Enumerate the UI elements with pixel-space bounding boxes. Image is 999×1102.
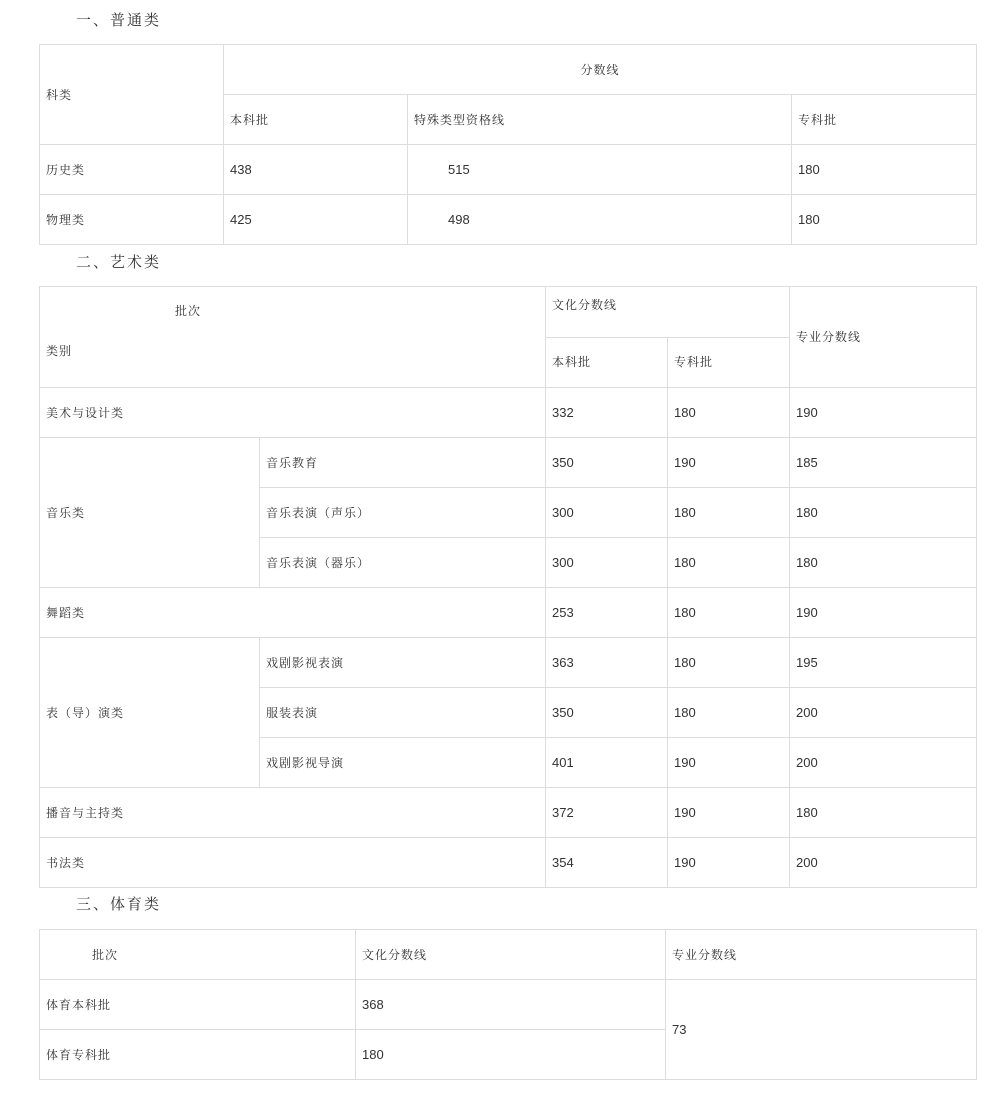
culture-score: 180: [356, 1030, 666, 1080]
header-subject: 科类: [40, 45, 224, 145]
major-score: 200: [790, 688, 977, 738]
major-score: 190: [790, 588, 977, 638]
subcategory-cell: 戏剧影视导演: [260, 738, 546, 788]
special-score: 498: [408, 195, 792, 245]
bk-score: 354: [546, 838, 668, 888]
sports-score-table: [39, 929, 977, 1080]
table-row: [40, 788, 977, 838]
header-major: 专业分数线: [790, 287, 977, 388]
header-culture: 文化分数线: [356, 930, 666, 980]
culture-score: 368: [356, 980, 666, 1030]
category-cell: 播音与主持类: [40, 788, 546, 838]
bk-score: 300: [546, 538, 668, 588]
subcategory-cell: 音乐表演（器乐）: [260, 538, 546, 588]
bk-score: 363: [546, 638, 668, 688]
special-score: 515: [408, 145, 792, 195]
zk-score: 180: [668, 488, 790, 538]
major-score: 195: [790, 638, 977, 688]
category-cell: 音乐类: [40, 438, 260, 588]
header-major: 专业分数线: [666, 930, 977, 980]
table-row: [40, 588, 977, 638]
header-special: 特殊类型资格线: [408, 95, 792, 145]
bk-score: 332: [546, 388, 668, 438]
table-row: [40, 838, 977, 888]
section3-title: 三、体育类: [76, 895, 162, 913]
major-score: 180: [790, 488, 977, 538]
bk-score: 425: [224, 195, 408, 245]
subcategory-cell: 戏剧影视表演: [260, 638, 546, 688]
table-row: [40, 980, 977, 1030]
art-score-table: [39, 286, 977, 888]
subcategory-cell: 服装表演: [260, 688, 546, 738]
subcategory-cell: 音乐表演（声乐）: [260, 488, 546, 538]
subject-cell: 物理类: [40, 195, 224, 245]
major-score: 200: [790, 838, 977, 888]
bk-score: 372: [546, 788, 668, 838]
major-score: 190: [790, 388, 977, 438]
table-row: [40, 145, 977, 195]
bk-score: 253: [546, 588, 668, 638]
bk-score: 350: [546, 688, 668, 738]
header-bk: 本科批: [224, 95, 408, 145]
zk-score: 180: [668, 538, 790, 588]
header-batch-category: [40, 287, 546, 388]
header-bk: 本科批: [546, 337, 668, 388]
bk-score: 401: [546, 738, 668, 788]
batch-cell: 体育专科批: [40, 1030, 356, 1080]
bk-score: 300: [546, 488, 668, 538]
header-batch: 批次: [40, 930, 356, 980]
category-cell: 书法类: [40, 838, 546, 888]
zk-score: 190: [668, 738, 790, 788]
zk-score: 180: [668, 638, 790, 688]
zk-score: 180: [668, 588, 790, 638]
section1-title: 一、普通类: [76, 11, 162, 29]
header-zk: 专科批: [792, 95, 977, 145]
major-score: 73: [666, 980, 977, 1080]
table-row: [40, 438, 977, 488]
general-score-table: [39, 44, 977, 245]
header-zk: 专科批: [668, 337, 790, 388]
zk-score: 180: [792, 145, 977, 195]
zk-score: 190: [668, 788, 790, 838]
category-cell: 表（导）演类: [40, 638, 260, 788]
zk-score: 190: [668, 838, 790, 888]
subcategory-cell: 音乐教育: [260, 438, 546, 488]
header-culture: 文化分数线: [546, 287, 790, 338]
header-score: 分数线: [224, 45, 977, 95]
zk-score: 180: [792, 195, 977, 245]
header-batch: 批次: [175, 304, 202, 318]
zk-score: 180: [668, 388, 790, 438]
bk-score: 438: [224, 145, 408, 195]
category-cell: 舞蹈类: [40, 588, 546, 638]
major-score: 200: [790, 738, 977, 788]
batch-cell: 体育本科批: [40, 980, 356, 1030]
major-score: 180: [790, 788, 977, 838]
bk-score: 350: [546, 438, 668, 488]
table-row: [40, 388, 977, 438]
table-row: [40, 638, 977, 688]
zk-score: 180: [668, 688, 790, 738]
subject-cell: 历史类: [40, 145, 224, 195]
major-score: 180: [790, 538, 977, 588]
major-score: 185: [790, 438, 977, 488]
section2-title: 二、艺术类: [76, 253, 162, 271]
header-category: 类别: [46, 344, 73, 358]
zk-score: 190: [668, 438, 790, 488]
table-row: [40, 195, 977, 245]
category-cell: 美术与设计类: [40, 388, 546, 438]
